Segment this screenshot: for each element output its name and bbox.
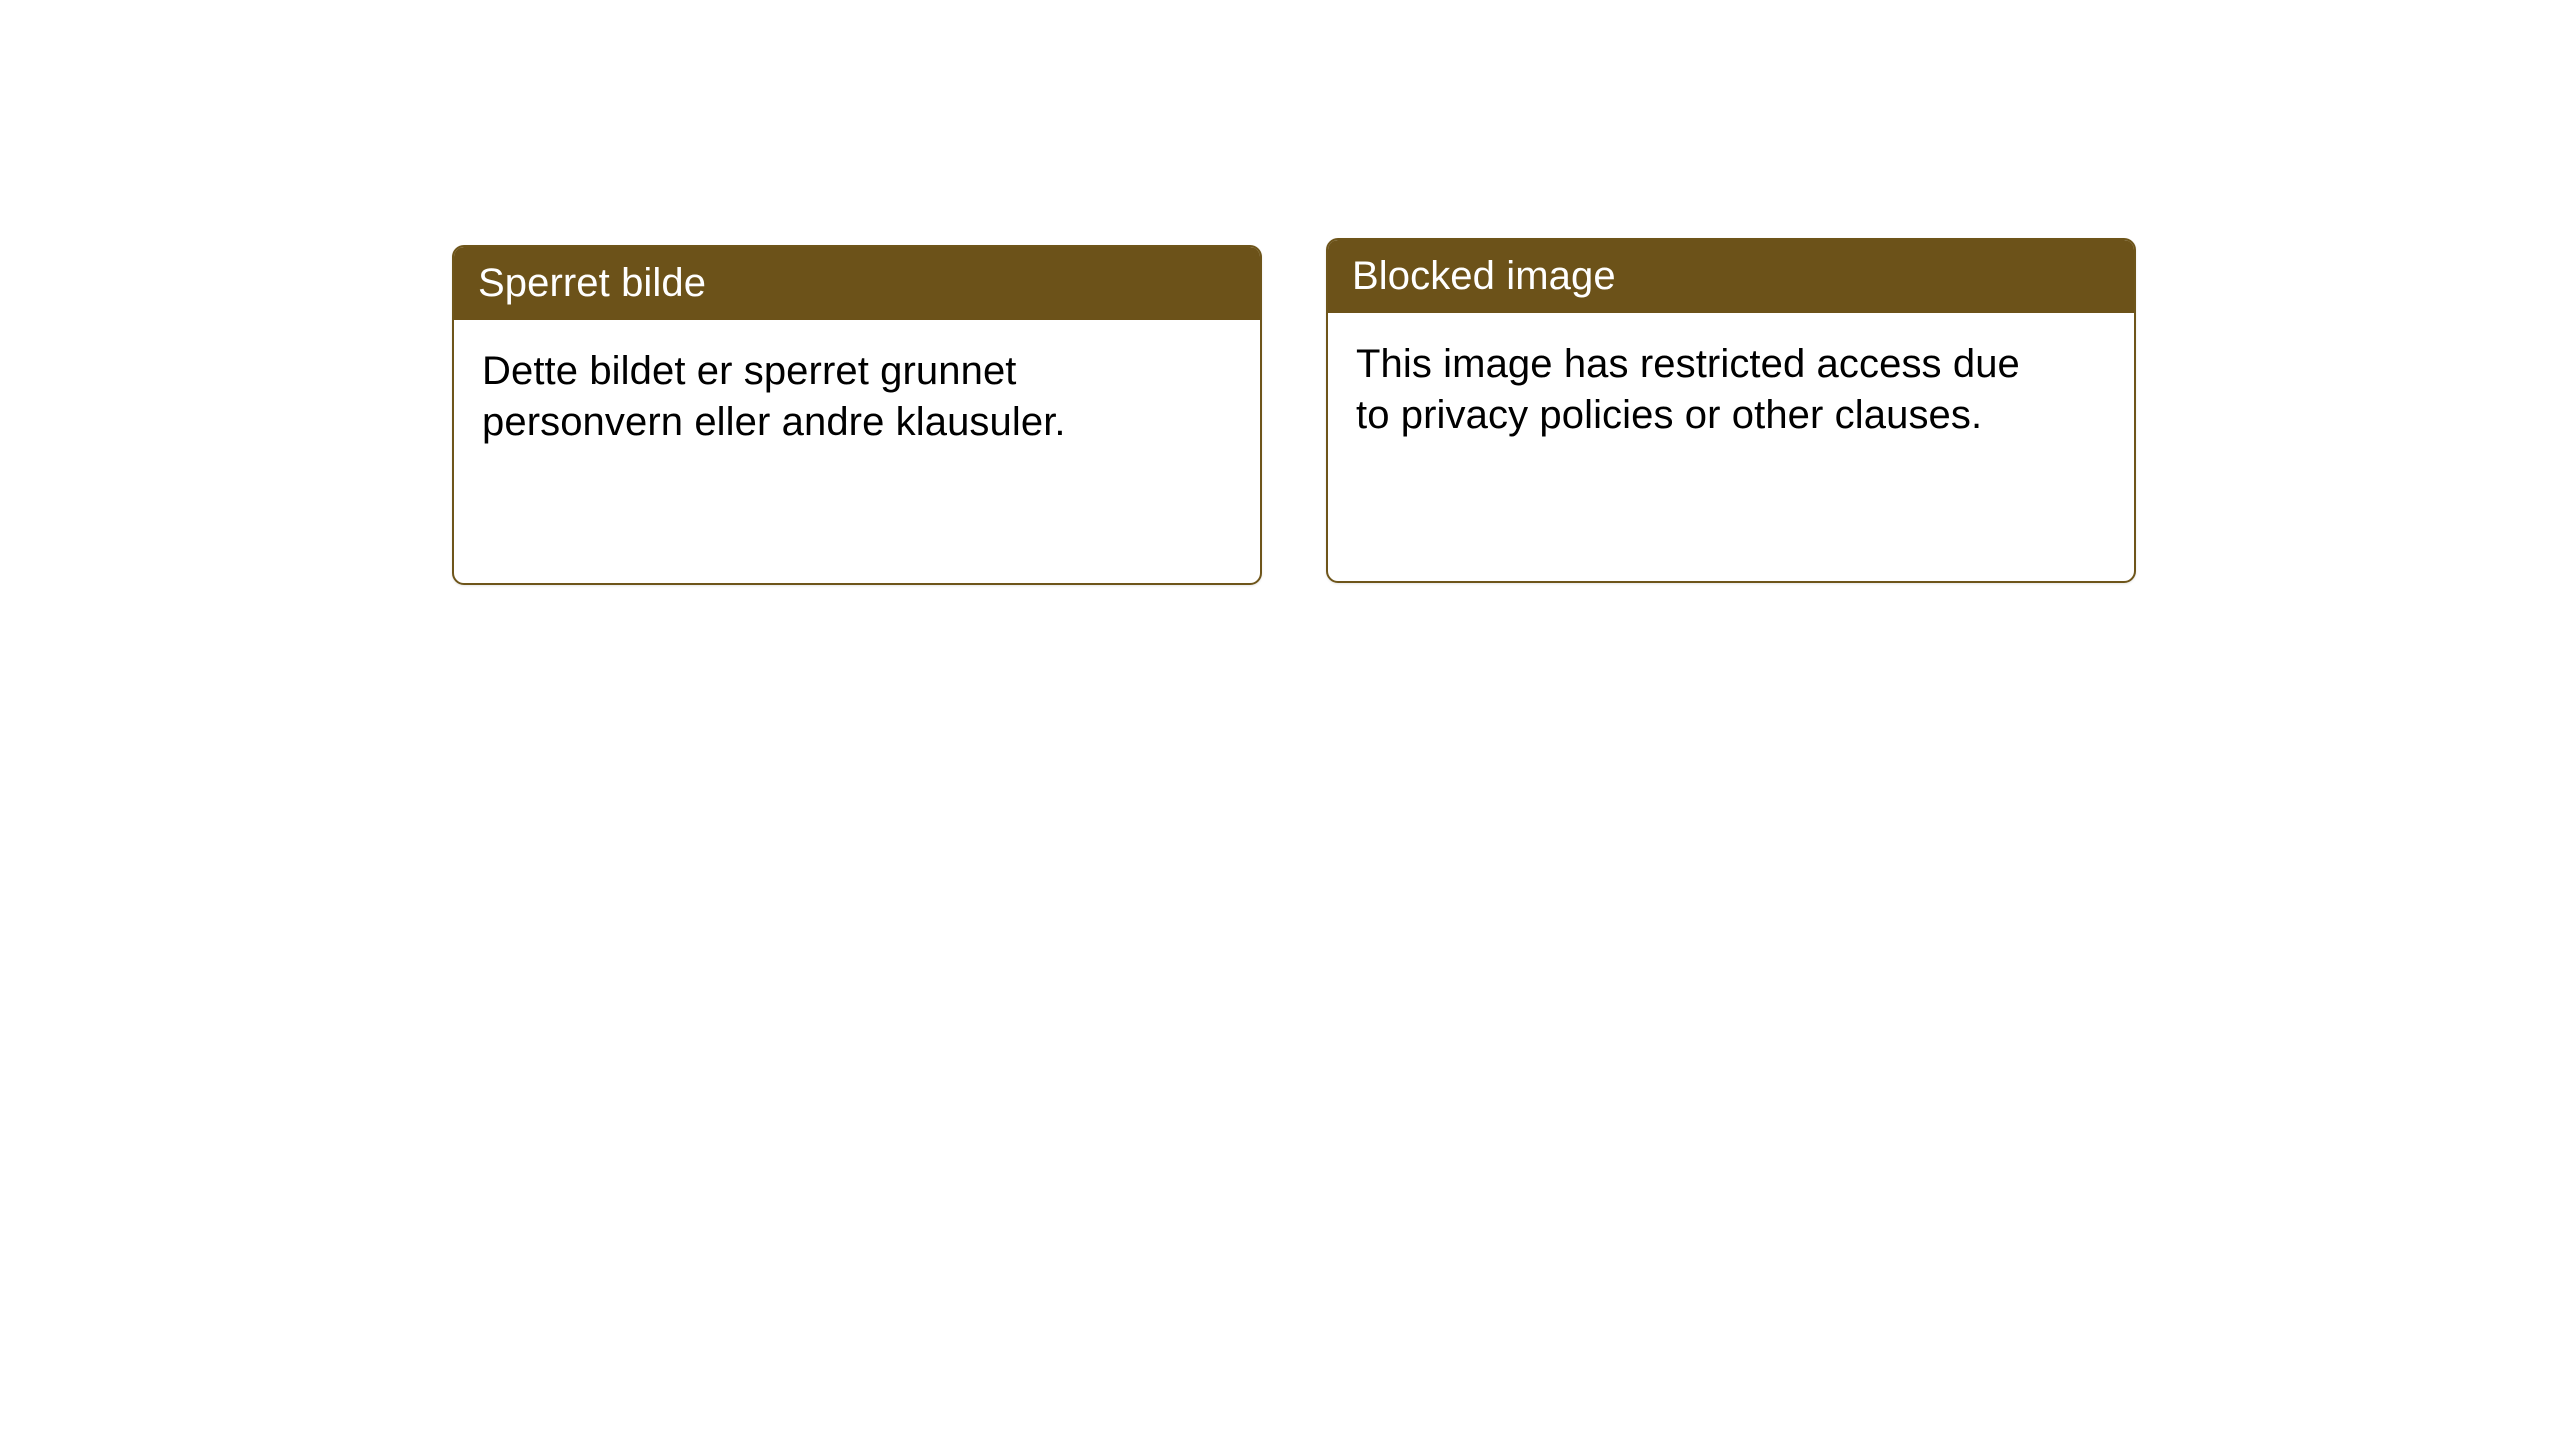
notice-title-norwegian: Sperret bilde	[454, 247, 1260, 320]
blocked-image-notice-english	[1326, 238, 2136, 583]
notice-message-norwegian: Dette bildet er sperret grunnet personvern eller andre klausuler.	[482, 349, 1066, 445]
notice-body-english	[1328, 313, 2134, 441]
notice-body-norwegian	[454, 320, 1260, 448]
notice-message-english: This image has restricted access due to privacy policies or other clauses.	[1356, 342, 2020, 438]
blocked-image-notice-norwegian	[452, 245, 1262, 585]
notice-title-english: Blocked image	[1328, 240, 2134, 313]
